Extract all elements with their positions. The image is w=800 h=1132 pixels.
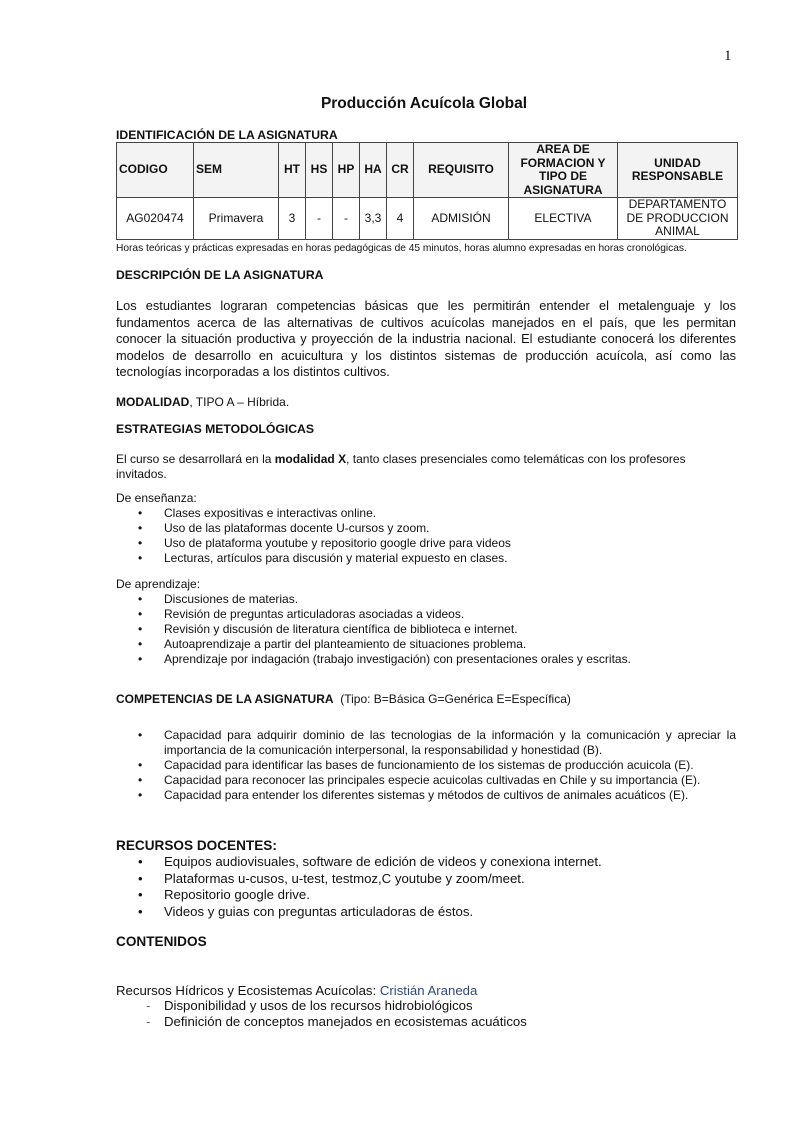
header-area-formacion: AREA DE FORMACION Y TIPO DE ASIGNATURA (509, 143, 618, 198)
intro-text-after: , tanto clases presenciales como telemáticas con los profesores invitados. (116, 452, 686, 481)
cell-codigo: AG020474 (117, 198, 194, 240)
instructor-name: Cristián Araneda (379, 983, 478, 998)
list-item: • Capacidad para reconocer las principales especie acuicolas cultivadas en Chile y su importancia (E). (116, 773, 736, 788)
intro-text-before: El curso se desarrollará en la (116, 452, 275, 466)
cell-hp: - (333, 198, 360, 240)
estrategias-heading: ESTRATEGIAS METODOLÓGICAS (116, 422, 314, 436)
competencias-list (116, 728, 736, 803)
modalidad-label: MODALIDAD (116, 395, 190, 409)
list-item: • Lecturas, artículos para discusión y material expuesto en clases. (116, 551, 736, 566)
cell-area-formacion: ELECTIVA (509, 198, 618, 240)
header-codigo: CODIGO (117, 143, 194, 198)
list-item: • Plataformas u-cusos, u-test, testmoz,C youtube y zoom/meet. (116, 871, 736, 888)
intro-bold: modalidad X (274, 452, 347, 466)
list-item: - Disponibilidad y usos de los recursos hidrobiológicos (116, 998, 527, 1014)
list-item: • Discusiones de materias. (116, 592, 736, 607)
header-hs: HS (306, 143, 333, 198)
list-item: • Videos y guias con preguntas articuladoras de éstos. (116, 904, 736, 921)
table-header-row (117, 143, 738, 198)
cell-ht: 3 (279, 198, 306, 240)
cell-unidad-responsable: DEPARTAMENTO DE PRODUCCION ANIMAL (618, 198, 738, 240)
header-ha: HA (360, 143, 387, 198)
list-item: • Uso de las plataformas docente U-cursos y zoom. (116, 521, 736, 536)
list-item: • Repositorio google drive. (116, 887, 736, 904)
list-item: - Definición de conceptos manejados en ecosistemas acuáticos (116, 1014, 527, 1030)
page-number: 1 (724, 48, 732, 64)
list-item: • Capacidad para identificar las bases de funcionamiento de los sistemas de producción acuicola (E). (116, 758, 736, 773)
list-item: • Uso de plataforma youtube y repositorio google drive para videos (116, 536, 736, 551)
descripcion-text: Los estudiantes lograran competencias básicas que les permitirán entender el metalenguaje y los fundamentos acerca de las alternativas de cultivos acuícolas manejados en el país, que les permitan conocer la situación productiva y proyección de la industria nacional. El estudiante conocerá los diferentes modelos de desarrollo en acuicultura y los distintos sistemas de producción acuícola, así como las tecnologías incorporadas a los distintos cultivos. (116, 298, 736, 379)
unit-title: Recursos Hídricos y Ecosistemas Acuícolas: (116, 983, 380, 998)
identification-table (116, 142, 738, 240)
ensenanza-label: De enseñanza: (116, 491, 197, 505)
list-item: • Revisión y discusión de literatura científica de biblioteca e internet. (116, 622, 736, 637)
identificacion-heading: IDENTIFICACIÓN DE LA ASIGNATURA (116, 128, 338, 142)
competencias-heading: COMPETENCIAS DE LA ASIGNATURA (116, 692, 334, 706)
cell-ha: 3,3 (360, 198, 387, 240)
header-hp: HP (333, 143, 360, 198)
hours-note: Horas teóricas y prácticas expresadas en horas pedagógicas de 45 minutos, horas alumno expresadas en horas cronológicas. (116, 243, 687, 254)
table-row (117, 198, 738, 240)
list-item: • Equipos audiovisuales, software de edición de videos y conexiona internet. (116, 854, 736, 871)
header-requisito: REQUISITO (414, 143, 509, 198)
competencias-heading-line (116, 692, 736, 707)
header-ht: HT (279, 143, 306, 198)
header-cr: CR (387, 143, 414, 198)
list-item: • Revisión de preguntas articuladoras asociadas a videos. (116, 607, 736, 622)
competencias-legend: (Tipo: B=Básica G=Genérica E=Específica) (340, 692, 571, 706)
header-unidad-responsable: UNIDAD RESPONSABLE (618, 143, 738, 198)
recursos-list (116, 854, 736, 920)
list-item: • Capacidad para entender los diferentes sistemas y métodos de cultivos de animales acuáticos (E). (116, 788, 736, 803)
descripcion-heading: DESCRIPCIÓN DE LA ASIGNATURA (116, 268, 324, 282)
list-item: • Aprendizaje por indagación (trabajo investigación) con presentaciones orales y escritas. (116, 652, 736, 667)
aprendizaje-list (116, 592, 736, 667)
contenidos-heading: CONTENIDOS (116, 934, 207, 949)
list-item: • Autoaprendizaje a partir del planteamiento de situaciones problema. (116, 637, 736, 652)
ensenanza-list (116, 506, 736, 566)
list-item: • Capacidad para adquirir dominio de las tecnologias de la información y la comunicación y apreciar la importancia de la comunicación interpersonal, la responsabilidad y honestidad (B). (116, 728, 736, 758)
modalidad-value: , TIPO A – Híbrida. (189, 395, 290, 409)
cell-sem: Primavera (194, 198, 279, 240)
unit-title-line (116, 983, 736, 999)
recursos-heading: RECURSOS DOCENTES: (116, 838, 277, 853)
header-sem: SEM (194, 143, 279, 198)
modalidad-line (116, 395, 736, 410)
cell-cr: 4 (387, 198, 414, 240)
cell-hs: - (306, 198, 333, 240)
list-item: • Clases expositivas e interactivas online. (116, 506, 736, 521)
cell-requisito: ADMISIÓN (414, 198, 509, 240)
aprendizaje-label: De aprendizaje: (116, 577, 201, 591)
contenidos-list (116, 998, 527, 1030)
document-title: Producción Acuícola Global (320, 95, 528, 112)
estrategias-intro (116, 452, 736, 482)
